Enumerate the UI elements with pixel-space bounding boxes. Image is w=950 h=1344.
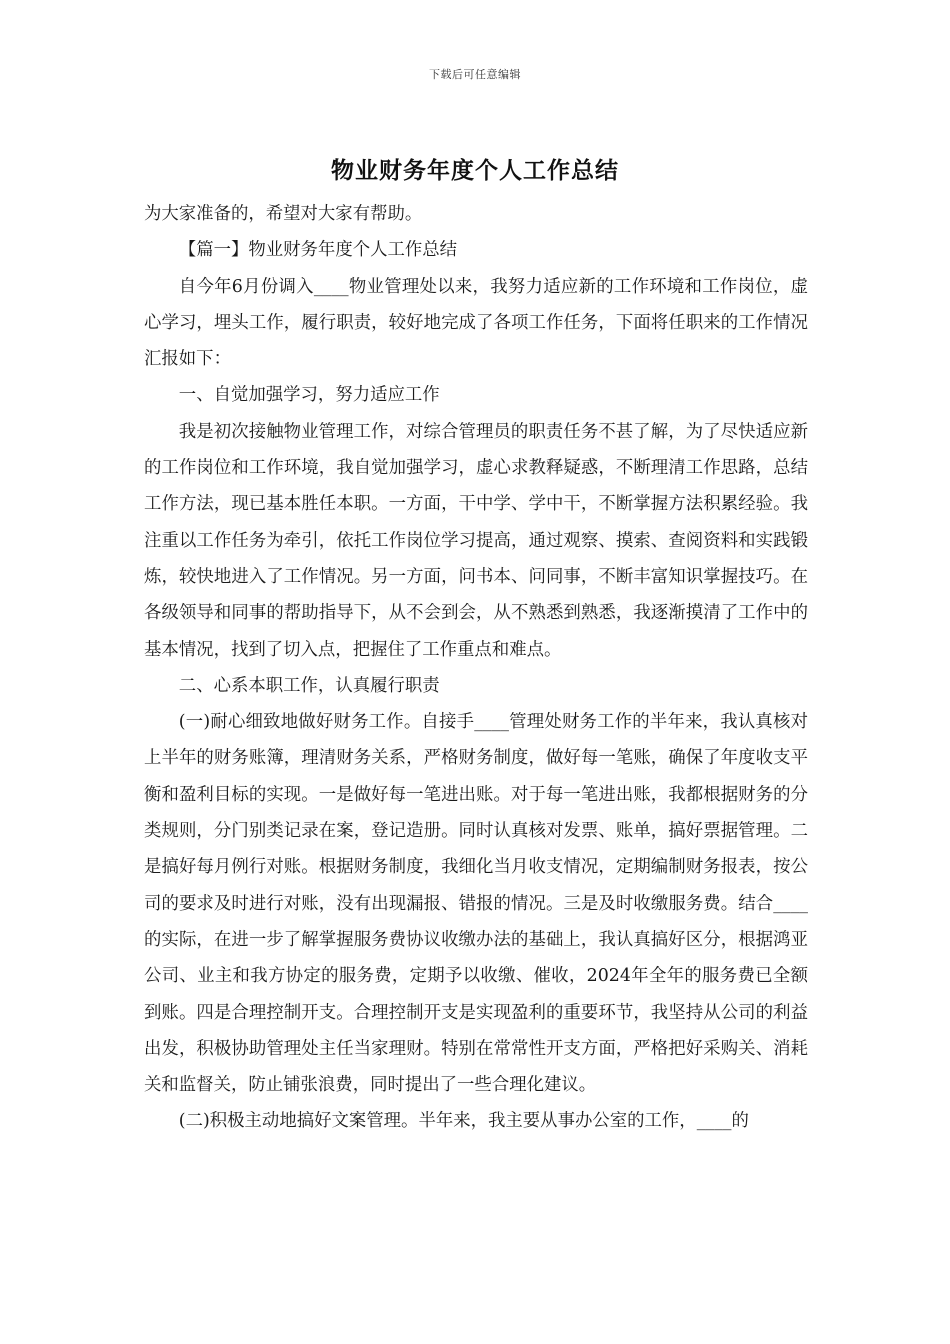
body-paragraph: (一)耐心细致地做好财务工作。自接手____管理处财务工作的半年来，我认真核对上半年的财务账簿，理清财务关系，严格财务制度，做好每一笔账，确保了年度收支平衡和盈利目标的实现。一是做好每一笔进出账。对于每一笔进出账，我都根据财务的分类规则，分门别类记录在案，登记造册。同时认真核对发票、账单，搞好票据管理。二是搞好每月例行对账。根据财务制度，我细化当月收支情况，定期编制财务报表，按公司的要求及时进行对账，没有出现漏报、错报的情况。三是及时收缴服务费。结合____的实际，在进一步了解掌握服务费协议收缴办法的基础上，我认真搞好区分，根据鸿亚公司、业主和我方协定的服务费，定期予以收缴、催收，2024年全年的服务费已全额到账。四是合理控制开支。合理控制开支是实现盈利的重要环节，我坚持从公司的利益出发，积极协助管理处主任当家理财。特别在常常性开支方面，严格把好采购关、消耗关和监督关，防止铺张浪费，同时提出了一些合理化建议。 — [144, 712, 808, 1096]
body-paragraph: 自今年6月份调入____物业管理处以来，我努力适应新的工作环境和工作岗位，虚心学习，埋头工作，履行职责，较好地完成了各项工作任务，下面将任职来的工作情况汇报如下： — [144, 276, 808, 370]
section-heading-duties: 二、心系本职工作，认真履行职责 — [178, 675, 440, 696]
body-paragraph: (二)积极主动地搞好文案管理。半年来，我主要从事办公室的工作，____的 — [178, 1111, 749, 1132]
intro-paragraph: 为大家准备的，希望对大家有帮助。 — [144, 204, 423, 224]
document-body — [144, 196, 808, 1140]
section-heading-study: 一、自觉加强学习，努力适应工作 — [178, 385, 440, 406]
document-title: 物业财务年度个人工作总结 — [331, 157, 619, 184]
body-paragraph: 我是初次接触物业管理工作，对综合管理员的职责任务不甚了解，为了尽快适应新的工作岗位和工作环境，我自觉加强学习，虚心求教释疑惑，不断理清工作思路，总结工作方法，现已基本胜任本职。一方面，干中学、学中干，不断掌握方法积累经验。我注重以工作任务为牵引，依托工作岗位学习提高，通过观察、摸索、查阅资料和实践锻炼，较快地进入了工作情况。另一方面，问书本、问同事，不断丰富知识掌握技巧。在各级领导和同事的帮助指导下，从不会到会，从不熟悉到熟悉，我逐渐摸清了工作中的基本情况，找到了切入点，把握住了工作重点和难点。 — [144, 421, 808, 660]
header-note: 下载后可任意编辑 — [429, 68, 521, 81]
section-heading-part-one: 【篇一】物业财务年度个人工作总结 — [178, 240, 458, 261]
